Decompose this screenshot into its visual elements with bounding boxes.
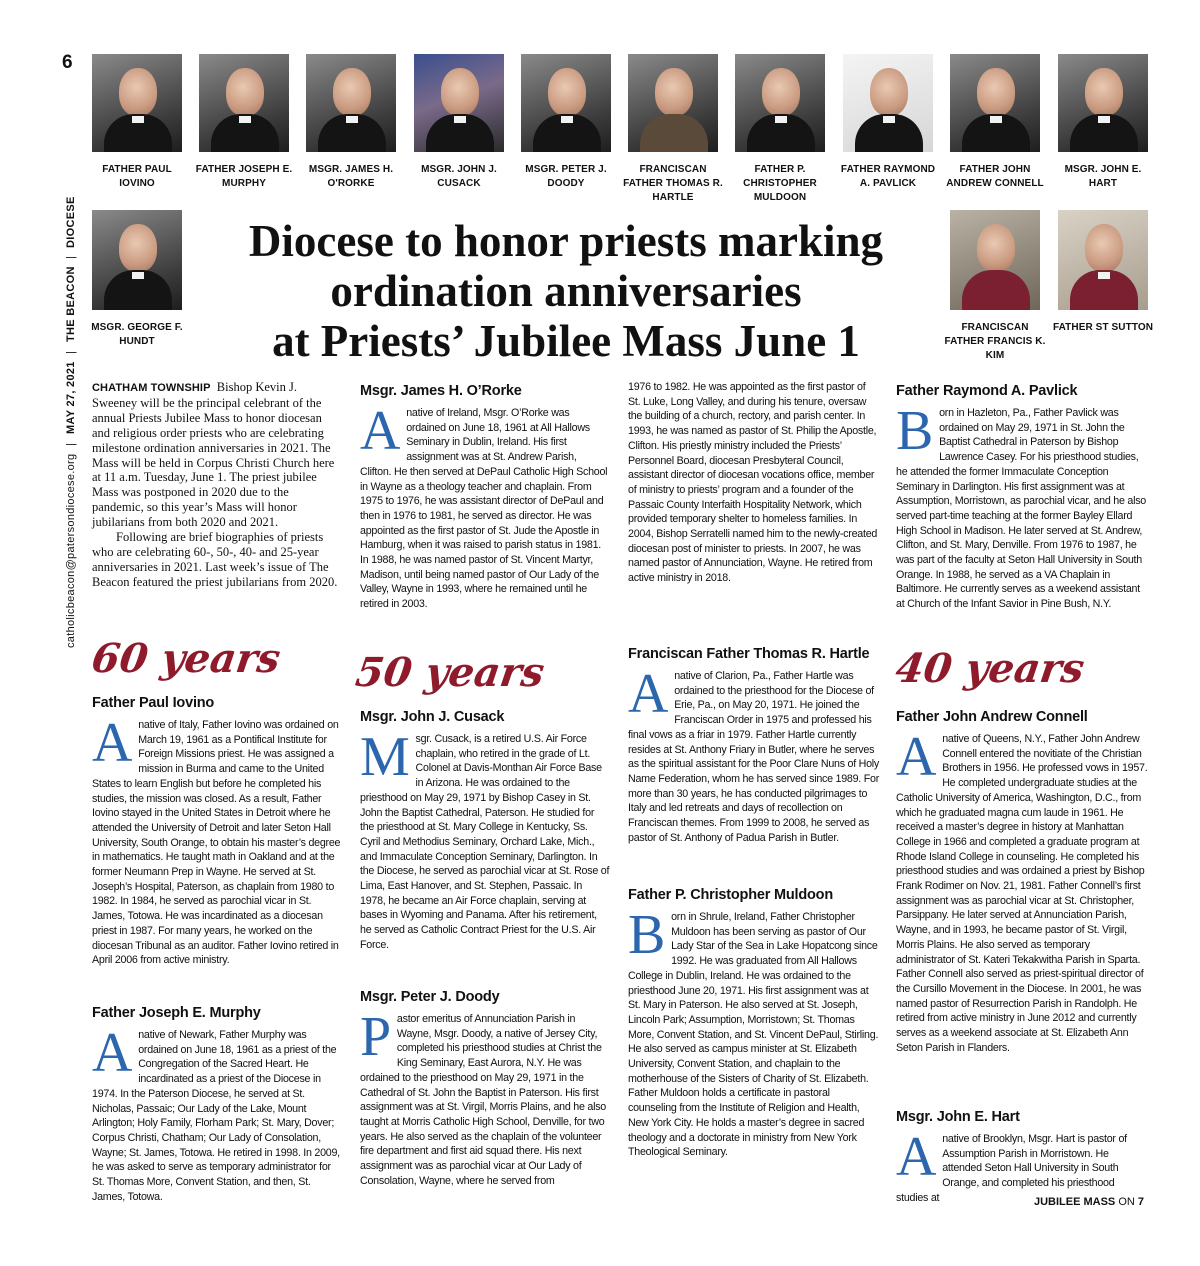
column-1 — [92, 380, 342, 590]
drop-cap: A — [92, 1022, 133, 1084]
photo-caption: MSGR. PETER J. DOODY — [525, 164, 607, 189]
sideline-separator: | — [65, 442, 77, 446]
bio-text: native of Clarion, Pa., Father Hartle was ordained to the priesthood for the Diocese of Erie, Pa., on May 20, 1971. He joined the Franciscan Order in 1975 and professed his final vows as a friar in 1979. Father Hartle currently resides at St. Anthony Friary in Butler, where he serves as the spiritual assistant for the Poor Clare Nuns of Holy Name Federation, whom he has served since 1989. For more than 30 years, he has conducted pilgrimages to Italy and led retreats and days of recollection on Franciscan themes. From 1999 to 2008, he served as pastor of St. Anthony of Padua Parish in Butler. — [628, 670, 880, 844]
bio-hart — [896, 1108, 1148, 1206]
photo-caption: FATHER JOHN ANDREW CONNELL — [946, 164, 1044, 189]
bio-text: orn in Hazleton, Pa., Father Pavlick was ordained on May 29, 1971 in St. John the Baptist Cathedral in Paterson by Bishop Lawrence Casey. For his priesthood studies, he attended the former Immaculate Conception Seminary in Darlington. His first assignment was at Assumption, Morristown, as parochial vicar, and he also served part-time teaching at the former Bayley Ellard High School in Madison. He later served at St. Andrew, Clifton, and St. Mary, Denville. From 1976 to 1987, he was part of the faculty at Seton Hall University in South Orange. In 1988, he served as a VA Chaplain in Baltimore. He currently serves as a weekend assistant at Church of the Infant Savior in Pine Bush, N.Y. — [896, 407, 1146, 611]
bio-doody — [360, 988, 610, 1188]
continued-jump-line — [1034, 1196, 1144, 1208]
intro-paragraph-2: Following are brief biographies of priests who are celebrating 60-, 50-, 40- and 25-year anniversaries in 2021. Last week’s issue of The Beacon featured the priest jubilarians from 2020. — [92, 530, 338, 589]
portrait-photo — [92, 54, 182, 152]
bio-name: Franciscan Father Thomas R. Hartle — [628, 646, 870, 662]
portrait-photo — [306, 54, 396, 152]
sideline-date: MAY 27, 2021 — [65, 361, 77, 435]
drop-cap: A — [896, 1126, 937, 1188]
sideline-separator: | — [65, 350, 77, 354]
bio-cusack — [360, 708, 610, 953]
photo-caption: FRANCISCAN FATHER THOMAS R. HARTLE — [623, 164, 723, 203]
bio-name: Father Joseph E. Murphy — [92, 1005, 261, 1021]
drop-cap: A — [896, 726, 937, 788]
portrait-photo — [521, 54, 611, 152]
bio-text: native of Brooklyn, Msgr. Hart is pastor of Assumption Parish in Morristown. He attended Seton Hall University in South Orange, and completed his priesthood studies at — [896, 1133, 1127, 1204]
portrait-photo — [950, 210, 1040, 310]
bio-name: Msgr. Peter J. Doody — [360, 989, 500, 1005]
bio-text: 1976 to 1982. He was appointed as the first pastor of St. Luke, Long Valley, and during his tenure, oversaw the building of a church, rectory, and parish center. In 1993, he was named as pastor of St. Philip the Apostle, Clifton. His priestly ministry included the Priests’ Personnel Board, diocesan Presbyteral Council, assistant director of diocesan vocations office, member of ministry to priests’ program and a founder of the Passaic County Interfaith Hospitality Network, which provided temporary shelter to homeless families. In 2004, Bishop Serratelli named him to the newly-created diocesan post of minister to priests. In 2007, he was named pastor of Annunciation, Wayne. He retired from active ministry in 2018. — [628, 381, 878, 585]
section-60-years: 60 years — [88, 635, 284, 682]
bio-iovino — [92, 694, 342, 968]
portrait-photo — [92, 210, 182, 310]
bio-text: astor emeritus of Annunciation Parish in Wayne, Msgr. Doody, a native of Jersey City, completed his priesthood studies at Christ the King Seminary, East Aurora, N.Y. He was ordained to the priesthood on May 29, 1971 in the Cathedral of St. John the Baptist in Paterson. His first assignment was at St. Virgil, Morris Plains, and he also taught at Morris Catholic High School, Denville, for two years. He also served as the chaplain of the volunteer fire department and first aid squad there. His next assignment was as parochial vicar at Our Lady of Consolation, Wayne, where he served from — [360, 1013, 606, 1187]
bio-text: native of Queens, N.Y., Father John Andrew Connell entered the novitiate of the Christian Brothers in 1956. He professed vows in 1957. He completed undergraduate studies at the Catholic University of America, Washington, D.C., from which he graduated magna cum laude in 1961. He received a master’s degree in history at Manhattan College in 1966 and completed a graduate program at Rhode Island College in counseling. He completed his priesthood studies and was ordained a priest by Bishop Frank Rodimer on Nov. 21, 1981. Father Connell’s first assignment was as parochial vicar at St. Christopher, Parsippany. He later served at Annunciation Parish, Wayne, and in 1993, he became pastor of St. Virgil, Morris Plains. He also served as temporary administrator of St. Kateri Tekakwitha Parish in Sparta. Father Connell also served as priest-spiritual director of the Cursillo Movement in the Diocese. In 2001, he was named pastor of Resurrection Parish in Randolph. He retired from active ministry in June 2012 and currently serves as a weekend associate at St. Elizabeth Ann Seton Parish in Flanders. — [896, 733, 1148, 1054]
portrait-photo — [1058, 210, 1148, 310]
article-headline — [200, 216, 932, 366]
headline-line: at Priests’ Jubilee Mass June 1 — [272, 316, 860, 366]
photo-caption: FATHER P. CHRISTOPHER MULDOON — [743, 164, 817, 203]
bio-murphy — [92, 1004, 342, 1204]
portrait-photo — [1058, 54, 1148, 152]
jump-label: JUBILEE MASS — [1033, 1196, 1116, 1208]
photo-caption: FATHER JOSEPH E. MURPHY — [195, 164, 293, 189]
bio-muldoon — [628, 886, 880, 1160]
bio-connell — [896, 708, 1148, 1055]
portrait-photo — [843, 54, 933, 152]
bio-text: native of Italy, Father Iovino was ordained on March 19, 1961 as a Pontifical Institute for Foreign Missions priest. He was assigned a mission in Burma and came to the United States to learn English but before he completed his studies, the mission was closed. As a result, Father Iovino stayed in the United States in Detroit where he attended the University of Detroit and later Seton Hall University, South Orange, to obtain his master’s degree in mathematics. He taught math in Oakland and at the former Neumann Prep in Wayne. He served at St. Joseph’s Hospital, Paterson, as chaplain from 1980 to 1982. In 1984, he served as parochial vicar in St. James, Totowa. He was incardinated as a diocesan priest in 1987. For many years, he worked on the diocesan Tribunal as an auditor. Father Iovino retired in April 2006 from active ministry. — [92, 719, 341, 967]
sideline-website: catholicbeacon@patersondiocese.org — [65, 453, 77, 648]
bio-text: native of Newark, Father Murphy was ordained on June 18, 1961 as a priest of the Congregation of the Sacred Heart. He incardinated as a priest of the Diocese in 1974. In the Paterson Diocese, he served at St. Nicholas, Passaic; Our Lady of the Lake, Mount Arlington; Holy Family, Florham Park; St. Mary, Dover; Corpus Christi, Chatham; Our Lady of Consolation, Wayne; St. James, Totowa. He retired in 1998. In 2009, he was asked to serve as temporary administrator for St. Thomas More, Convent Station, and then, St. James, Totowa. — [92, 1029, 340, 1203]
photo-caption: FATHER ST SUTTON — [1052, 322, 1154, 333]
portrait-photo — [950, 54, 1040, 152]
section-40-years: 40 years — [892, 645, 1088, 692]
portrait-photo — [735, 54, 825, 152]
headline-line: ordination anniversaries — [330, 266, 802, 316]
photo-caption: MSGR. JAMES H. O'RORKE — [308, 164, 394, 189]
portrait-photo — [199, 54, 289, 152]
bio-name: Msgr. James H. O’Rorke — [360, 383, 522, 399]
bio-name: Father Paul Iovino — [92, 695, 215, 711]
bio-hartle — [628, 645, 880, 845]
jump-page: 7 — [1137, 1196, 1144, 1208]
bio-name: Father Raymond A. Pavlick — [896, 383, 1078, 399]
bio-name: Msgr. John J. Cusack — [360, 709, 505, 725]
drop-cap: B — [628, 904, 666, 966]
drop-cap: B — [896, 400, 934, 462]
page-number: 6 — [62, 52, 73, 73]
portrait-photo — [414, 54, 504, 152]
bio-pavlick — [896, 382, 1148, 612]
sideline-publication: THE BEACON — [65, 266, 77, 343]
photo-caption: MSGR. GEORGE F. HUNDT — [91, 322, 183, 347]
drop-cap: A — [92, 712, 133, 774]
intro-text — [92, 380, 342, 590]
sideline-section: DIOCESE — [65, 195, 77, 248]
dateline: CHATHAM TOWNSHIP — [92, 382, 211, 394]
bio-name: Msgr. John E. Hart — [896, 1109, 1020, 1125]
jump-on: ON — [1118, 1196, 1135, 1208]
bio-ororke — [360, 382, 610, 612]
photo-caption: MSGR. JOHN J. CUSACK — [421, 164, 497, 189]
bio-doody-continued — [628, 380, 880, 586]
photo-caption: FATHER RAYMOND A. PAVLICK — [840, 164, 936, 189]
intro-paragraph: Bishop Kevin J. Sweeney will be the principal celebrant of the annual Priests Jubilee Mass to honor diocesan and religious order priests who are celebrating milestone ordination anniversaries in 2021. The Mass will be held in Corpus Christi Church here at 11 a.m. Tuesday, June 1. The priest jubilee Mass was postponed in 2020 due to the pandemic, so this year’s Mass will honor jubilarians from both 2020 and 2021. — [92, 380, 335, 530]
photo-caption: FRANCISCAN FATHER FRANCIS K. KIM — [944, 322, 1046, 361]
photo-caption: MSGR. JOHN E. HART — [1064, 164, 1142, 189]
portrait-photo — [628, 54, 718, 152]
bio-text: orn in Shrule, Ireland, Father Christopher Muldoon has been serving as pastor of Our Lady Star of the Sea in Lake Hopatcong since 1992. He was graduated from All Hallows College in Dublin, Ireland. He was ordained to the priesthood June 20, 1971. His first assignment was at St. Mary in Paterson. He also served at St. Joseph, Lincoln Park; Assumption, Morristown; St. Thomas More, Convent Station, and St. Vincent DePaul, Stirling. He also served as campus minister at St. Elizabeth University, Convent Station, and chaplain to the motherhouse of the Sisters of Charity of St. Elizabeth. Father Muldoon holds a certificate in pastoral counseling from the Institute of Religion and Health, New York City. He holds a master’s degree in sacred theology and a doctorate in ministry from New York Theological Seminary. — [628, 911, 879, 1159]
drop-cap: M — [360, 726, 410, 788]
page-sideline — [60, 88, 82, 648]
bio-name: Father P. Christopher Muldoon — [628, 887, 833, 903]
bio-text: native of Ireland, Msgr. O’Rorke was ordained on June 18, 1961 at All Hallows Seminary in Dublin, Ireland. His first assignment was at St. Andrew Parish, Clifton. He then served at DePaul Catholic High School in Wayne as a theology teacher and chaplain. From 1975 to 1976, he was assistant director of DePaul and then in 1976 to 1981, he served as director. He was appointed as the first pastor of St. Jude the Apostle in Hamburg, when it was raised to parish status in 1981. In 1988, he was named pastor of St. Vincent Martyr, Madison, until being named pastor of Our Lady of the Valley, Wayne in 1993, where he remained until he retired in 2003. — [360, 407, 608, 611]
drop-cap: A — [628, 663, 669, 725]
section-50-years: 50 years — [352, 649, 548, 696]
sideline-separator: | — [65, 255, 77, 259]
drop-cap: A — [360, 400, 401, 462]
headline-line: Diocese to honor priests marking — [248, 216, 884, 266]
bio-name: Father John Andrew Connell — [896, 709, 1088, 725]
drop-cap: P — [360, 1006, 391, 1068]
bio-text: sgr. Cusack, is a retired U.S. Air Force chaplain, who retired in the grade of Lt. Colonel at Davis-Monthan Air Force Base in Arizona. He was ordained to the priesthood on May 29, 1971 by Bishop Casey in St. John the Baptist Cathedral, Paterson. He studied for the priesthood at St. Mary College in Kentucky, Ss. Cyril and Methodius Seminary, Orchard Lake, Mich., and Immaculate Conception Seminary, Darlington. In the Diocese, he served as parochial vicar at St. Rose of Lima, East Hanover, and St. Stephen, Passaic. In 1978, he became an Air Force chaplain, serving at bases in Wyoming and Panama. After his retirement, he served as Catholic Contract Priest for the U.S. Air Force. — [360, 733, 610, 951]
photo-caption: FATHER PAUL IOVINO — [102, 164, 172, 189]
